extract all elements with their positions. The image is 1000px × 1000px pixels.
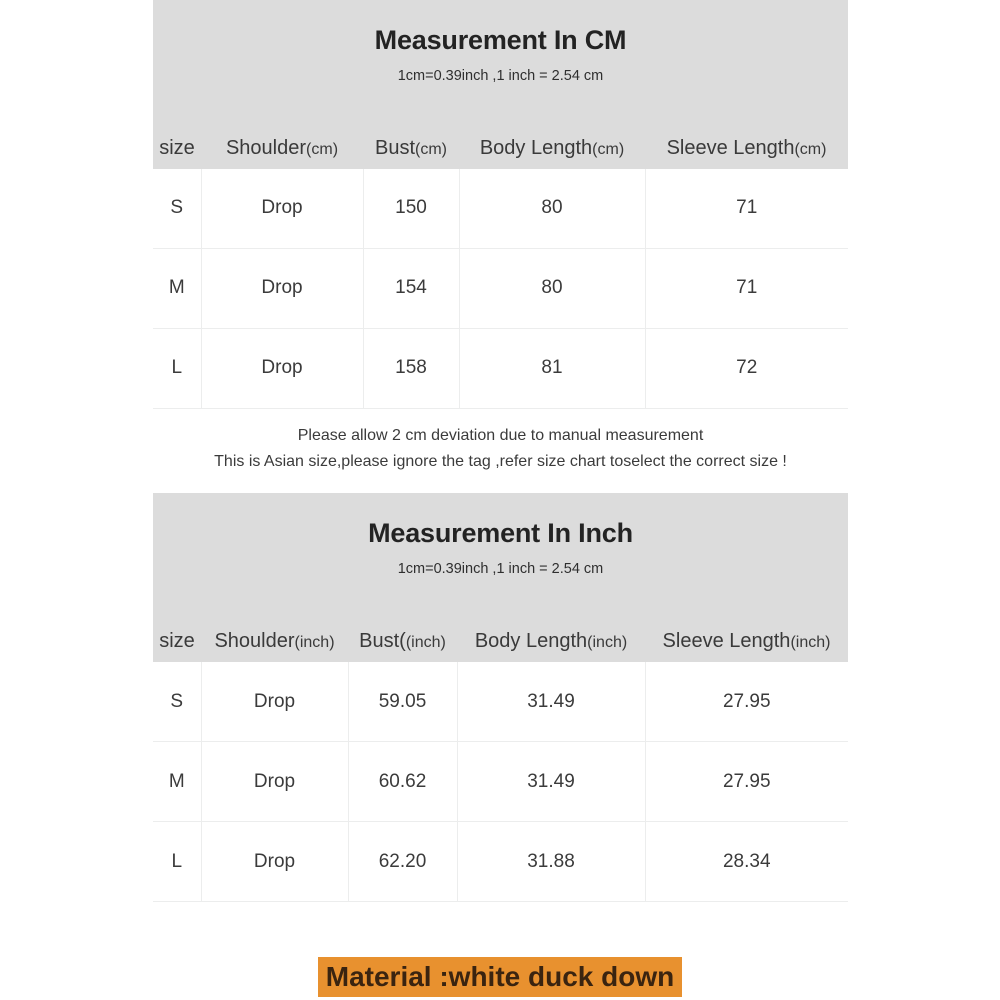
inch-column-header-sleeve-length-unit: (inch)	[790, 634, 831, 652]
size-chart-sheet	[153, 0, 848, 902]
inch-column-header-shoulder-label: Shoulder	[214, 630, 295, 653]
cm-column-header-bust	[363, 138, 459, 169]
cell-size: L	[153, 328, 201, 408]
cell-shoulder: Drop	[201, 742, 348, 822]
inch-column-header-size	[153, 631, 201, 662]
cell-size: L	[153, 822, 201, 902]
cm-column-header-sleeve-length-unit: (cm)	[794, 140, 827, 158]
cm-column-header-bust-unit: (cm)	[415, 140, 447, 158]
note-asian-size: This is Asian size,please ignore the tag ,refer size chart toselect the correct size !	[214, 453, 787, 471]
inch-column-header-bust	[348, 631, 457, 662]
inch-column-header-size-label: size	[159, 630, 195, 653]
cell-sleeve-length: 71	[645, 169, 848, 249]
cell-sleeve-length: 71	[645, 248, 848, 328]
inch-column-header-sleeve-length-label: Sleeve Length	[662, 630, 791, 653]
cell-shoulder: Drop	[201, 662, 348, 742]
cell-size: S	[153, 662, 201, 742]
cell-shoulder: Drop	[201, 169, 363, 249]
inch-section-header-block	[153, 493, 848, 662]
cell-body-length: 80	[459, 169, 645, 249]
inch-column-header-shoulder-unit: (inch)	[294, 634, 335, 652]
cell-shoulder: Drop	[201, 822, 348, 902]
cell-sleeve-length: 28.34	[645, 822, 848, 902]
inch-column-header-body-length	[457, 631, 645, 662]
inch-table-header-row	[153, 600, 848, 662]
inch-column-header-sleeve-length	[645, 631, 848, 662]
inch-column-header-shoulder	[201, 631, 348, 662]
cell-body-length: 31.88	[457, 822, 645, 902]
cell-bust: 60.62	[348, 742, 457, 822]
cell-body-length: 31.49	[457, 662, 645, 742]
inch-section-title: Measurement In Inch	[368, 518, 633, 549]
cm-column-header-shoulder-label: Shoulder	[225, 136, 307, 159]
cell-shoulder: Drop	[201, 328, 363, 408]
cell-body-length: 80	[459, 248, 645, 328]
table-row	[153, 822, 848, 902]
cm-column-header-shoulder-unit: (cm)	[306, 140, 339, 158]
cell-bust: 62.20	[348, 822, 457, 902]
cm-column-header-sleeve-length	[645, 138, 848, 169]
inch-column-header-bust-label: Bust(	[359, 630, 406, 653]
inch-measurement-table	[153, 662, 848, 902]
inch-column-header-bust-unit: (inch)	[405, 634, 446, 652]
cm-column-header-body-length-unit: (cm)	[592, 140, 625, 158]
cell-size: S	[153, 169, 201, 249]
cell-bust: 150	[363, 169, 459, 249]
cell-sleeve-length: 72	[645, 328, 848, 408]
material-banner: Material :white duck down	[318, 957, 682, 997]
inch-column-header-body-length-label: Body Length	[474, 630, 588, 653]
inch-section-subtitle: 1cm=0.39inch ,1 inch = 2.54 cm	[397, 561, 604, 578]
cm-column-header-sleeve-length-label: Sleeve Length	[666, 136, 795, 159]
cell-size: M	[153, 248, 201, 328]
table-row	[153, 328, 848, 408]
cell-bust: 154	[363, 248, 459, 328]
cell-shoulder: Drop	[201, 248, 363, 328]
cm-column-header-shoulder	[201, 138, 363, 169]
table-row	[153, 662, 848, 742]
cm-section-title: Measurement In CM	[374, 25, 627, 55]
cell-sleeve-length: 27.95	[645, 742, 848, 822]
cm-table-header-row	[153, 107, 848, 169]
cm-column-header-body-length	[459, 138, 645, 169]
inch-column-header-body-length-unit: (inch)	[587, 634, 628, 652]
cell-size: M	[153, 742, 201, 822]
table-row	[153, 742, 848, 822]
cm-section-subtitle: 1cm=0.39inch ,1 inch = 2.54 cm	[397, 67, 604, 84]
cell-sleeve-length: 27.95	[645, 662, 848, 742]
cell-bust: 158	[363, 328, 459, 408]
material-banner-wrap	[0, 957, 1000, 997]
table-row	[153, 248, 848, 328]
cm-column-header-body-length-label: Body Length	[479, 136, 593, 159]
measurement-notes	[153, 409, 848, 494]
cm-section-header-block	[153, 0, 848, 169]
cell-body-length: 81	[459, 328, 645, 408]
cm-measurement-table	[153, 169, 848, 409]
cell-body-length: 31.49	[457, 742, 645, 822]
cm-column-header-bust-label: Bust	[374, 136, 416, 159]
cell-bust: 59.05	[348, 662, 457, 742]
table-row	[153, 169, 848, 249]
note-deviation: Please allow 2 cm deviation due to manual measurement	[297, 426, 704, 444]
cm-column-header-size-label: size	[159, 136, 195, 159]
cm-column-header-size	[153, 138, 201, 169]
